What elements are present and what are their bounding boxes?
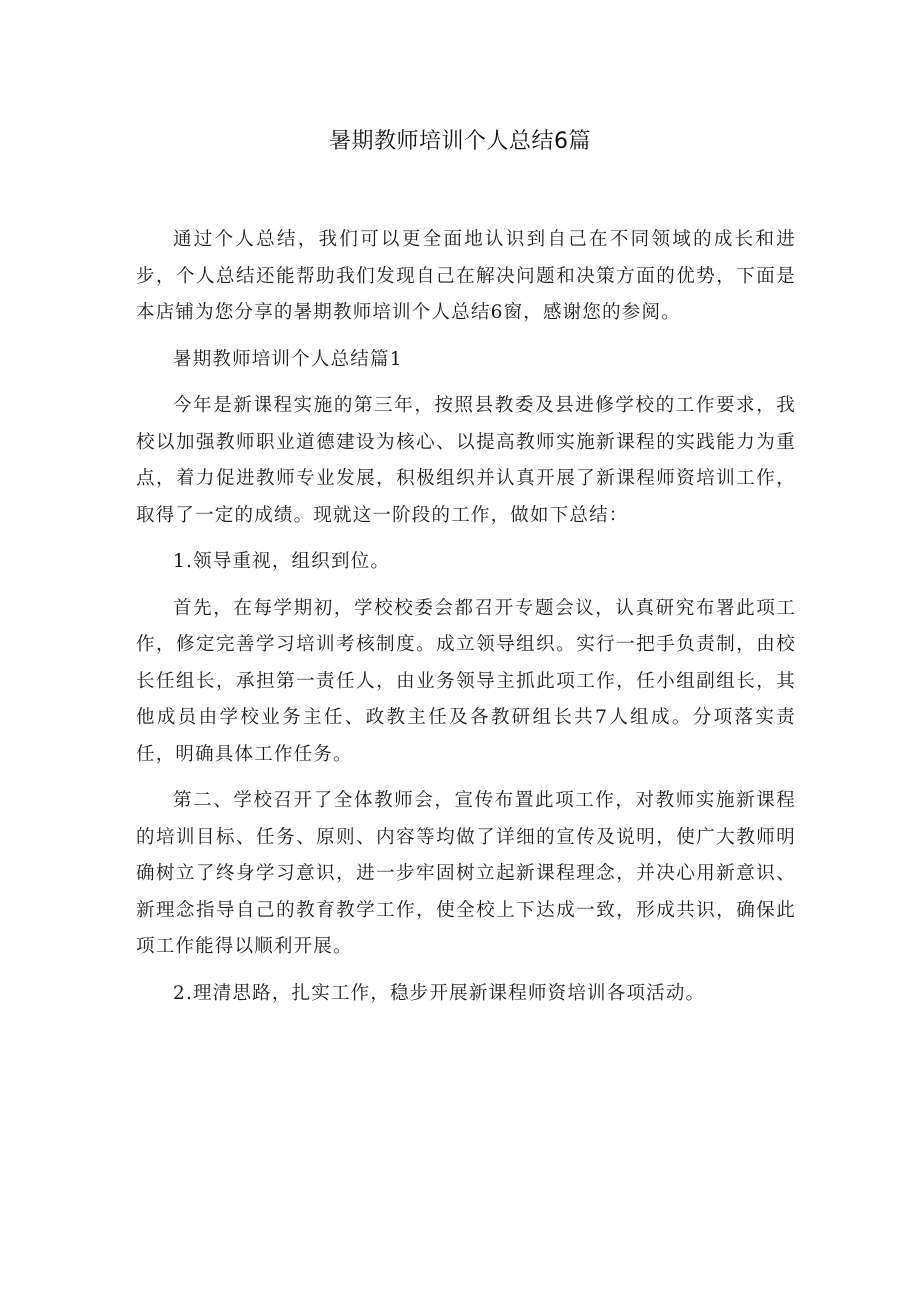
body-paragraph: 今年是新课程实施的第三年，按照县教委及县进修学校的工作要求，我校以加强教师职业道德建设为核心、以提高教师实施新课程的实践能力为重点，着力促进教师专业发展，积极组织并认真开展了新课程师资培训工作，取得了一定的成绩。现就这一阶段的工作，做如下总结： (136, 395, 796, 526)
body-paragraph: 首先，在每学期初，学校校委会都召开专题会议，认真研究布署此项工作，修定完善学习培训考核制度。成立领导组织。实行一把手负责制，由校长任组长，承担第一责任人，由业务领导主抓此项工作，任小组副组长，其他成员由学校业务主任、政教主任及各教研组长共7人组成。分项落实责任，明确具体工作任务。 (136, 597, 796, 765)
document-body (136, 222, 796, 1022)
intro-paragraph: 通过个人总结，我们可以更全面地认识到自己在不同领域的成长和进步，个人总结还能帮助我们发现自己在解决问题和决策方面的优势，下面是本店铺为您分享的暑期教师培训个人总结6窗，感谢您的参阅。 (136, 229, 796, 323)
document-title: 暑期教师培训个人总结6篇 (329, 129, 591, 154)
numbered-heading: 1.领导重视，组织到位。 (173, 551, 391, 572)
section-heading: 暑期教师培训个人总结篇1 (173, 348, 403, 370)
body-paragraph: 第二、学校召开了全体教师会，宣传布置此项工作，对教师实施新课程的培训目标、任务、原则、内容等均做了详细的宣传及说明，使广大教师明确树立了终身学习意识，进一步牢固树立起新课程理念，并决心用新意识、新理念指导自己的教育教学工作，使全校上下达成一致，形成共识，确保此项工作能得以顺利开展。 (136, 790, 796, 957)
numbered-heading: 2.理清思路，扎实工作，稳步开展新课程师资培训各项活动。 (173, 982, 706, 1004)
